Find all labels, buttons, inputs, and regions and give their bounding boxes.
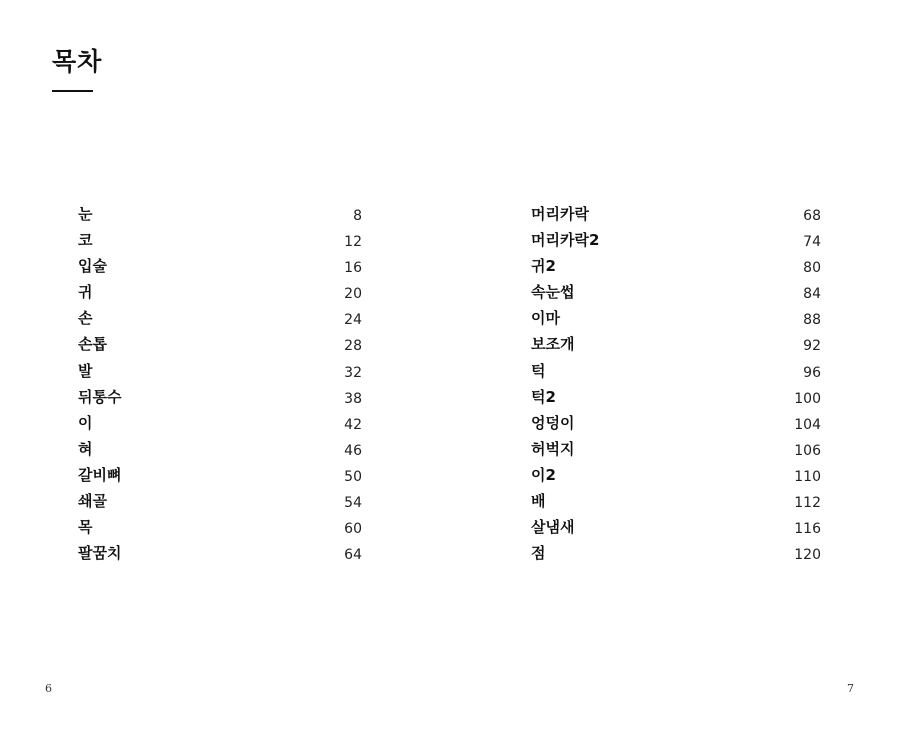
toc-entry[interactable] bbox=[78, 306, 362, 332]
toc-entry-page: 28 bbox=[344, 338, 362, 355]
toc-entry-page: 116 bbox=[794, 521, 821, 538]
toc-entry[interactable] bbox=[531, 359, 821, 385]
toc-entry[interactable] bbox=[531, 254, 821, 280]
toc-entry-page: 32 bbox=[344, 364, 362, 381]
toc-entry[interactable] bbox=[78, 489, 362, 515]
toc-entry-label: 갈비뼈 bbox=[78, 465, 122, 484]
toc-entry-page: 38 bbox=[344, 390, 362, 407]
toc-entry-label: 이2 bbox=[531, 465, 556, 484]
toc-entry-label: 살냄새 bbox=[531, 518, 575, 537]
toc-entry[interactable] bbox=[531, 228, 821, 254]
toc-entry[interactable] bbox=[531, 463, 821, 489]
title-underline bbox=[52, 90, 93, 92]
toc-entry-label: 이 bbox=[78, 413, 93, 432]
toc-entry[interactable] bbox=[531, 489, 821, 515]
toc-entry-label: 목 bbox=[78, 518, 93, 537]
toc-entry-page: 112 bbox=[794, 495, 821, 512]
toc-entry[interactable] bbox=[78, 385, 362, 411]
toc-entry-label: 점 bbox=[531, 544, 546, 563]
toc-entry[interactable] bbox=[531, 306, 821, 332]
toc-entry[interactable] bbox=[78, 437, 362, 463]
toc-column-right bbox=[531, 202, 821, 567]
toc-entry-label: 귀 bbox=[78, 283, 93, 302]
toc-entry-page: 96 bbox=[803, 364, 821, 381]
toc-entry[interactable] bbox=[531, 280, 821, 306]
toc-entry-label: 배 bbox=[531, 492, 546, 511]
toc-entry[interactable] bbox=[78, 411, 362, 437]
toc-entry-page: 50 bbox=[344, 468, 362, 485]
toc-entry[interactable] bbox=[78, 254, 362, 280]
toc-entry-label: 보조개 bbox=[531, 335, 575, 354]
toc-entry-page: 74 bbox=[803, 234, 821, 251]
toc-entry-label: 뒤통수 bbox=[78, 387, 122, 406]
toc-entry[interactable] bbox=[78, 359, 362, 385]
toc-entry-label: 눈 bbox=[78, 205, 93, 223]
toc-entry-page: 104 bbox=[794, 416, 821, 433]
toc-entry-label: 쇄골 bbox=[78, 492, 107, 511]
toc-entry[interactable] bbox=[531, 385, 821, 411]
toc-entry[interactable] bbox=[78, 463, 362, 489]
toc-entry-label: 이마 bbox=[531, 309, 560, 328]
toc-entry-label: 머리카락 bbox=[531, 205, 589, 223]
toc-entry[interactable] bbox=[531, 437, 821, 463]
page-number-left: 6 bbox=[45, 682, 52, 695]
toc-entry-page: 24 bbox=[344, 312, 362, 329]
toc-entry[interactable] bbox=[531, 541, 821, 567]
toc-entry-page: 100 bbox=[794, 390, 821, 407]
toc-entry[interactable] bbox=[531, 332, 821, 358]
page-number-right: 7 bbox=[847, 682, 854, 695]
toc-entry-page: 92 bbox=[803, 338, 821, 355]
toc-entry-page: 46 bbox=[344, 442, 362, 459]
toc-entry-page: 12 bbox=[344, 234, 362, 251]
toc-entry[interactable] bbox=[78, 228, 362, 254]
toc-entry-page: 20 bbox=[344, 286, 362, 303]
toc-entry[interactable] bbox=[531, 515, 821, 541]
toc-entry-label: 허벅지 bbox=[531, 439, 575, 458]
toc-entry-page: 64 bbox=[344, 547, 362, 564]
toc-entry-page: 8 bbox=[353, 208, 362, 224]
toc-entry-page: 16 bbox=[344, 260, 362, 277]
toc-entry-page: 42 bbox=[344, 416, 362, 433]
toc-entry-label: 발 bbox=[78, 361, 93, 380]
toc-entry-label: 턱2 bbox=[531, 387, 556, 406]
toc-entry-label: 엉덩이 bbox=[531, 413, 575, 432]
toc-entry[interactable] bbox=[78, 332, 362, 358]
toc-entry-label: 속눈썹 bbox=[531, 283, 575, 302]
toc-entry-label: 손 bbox=[78, 309, 93, 328]
toc-entry-label: 손톱 bbox=[78, 335, 107, 354]
toc-entry-label: 입술 bbox=[78, 257, 107, 276]
toc-entry-page: 106 bbox=[794, 442, 821, 459]
toc-entry-page: 110 bbox=[794, 468, 821, 485]
toc-entry-label: 혀 bbox=[78, 439, 93, 458]
toc-entry-page: 120 bbox=[794, 547, 821, 564]
toc-entry-page: 88 bbox=[803, 312, 821, 329]
toc-column-left bbox=[78, 202, 362, 567]
toc-entry-page: 60 bbox=[344, 521, 362, 538]
toc-entry[interactable] bbox=[531, 411, 821, 437]
toc-entry-label: 귀2 bbox=[531, 257, 556, 276]
toc-entry[interactable] bbox=[78, 515, 362, 541]
toc-entry-label: 머리카락2 bbox=[531, 231, 600, 250]
toc-entry-page: 84 bbox=[803, 286, 821, 303]
toc-entry-page: 80 bbox=[803, 260, 821, 277]
toc-entry-page: 54 bbox=[344, 495, 362, 512]
page-title: 목차 bbox=[52, 47, 103, 76]
toc-entry[interactable] bbox=[531, 202, 821, 228]
toc-entry-label: 턱 bbox=[531, 361, 546, 380]
toc-entry-page: 68 bbox=[803, 208, 821, 224]
toc-entry[interactable] bbox=[78, 280, 362, 306]
toc-entry[interactable] bbox=[78, 202, 362, 228]
toc-entry[interactable] bbox=[78, 541, 362, 567]
toc-entry-label: 코 bbox=[78, 231, 93, 250]
toc-entry-label: 팔꿈치 bbox=[78, 544, 122, 563]
